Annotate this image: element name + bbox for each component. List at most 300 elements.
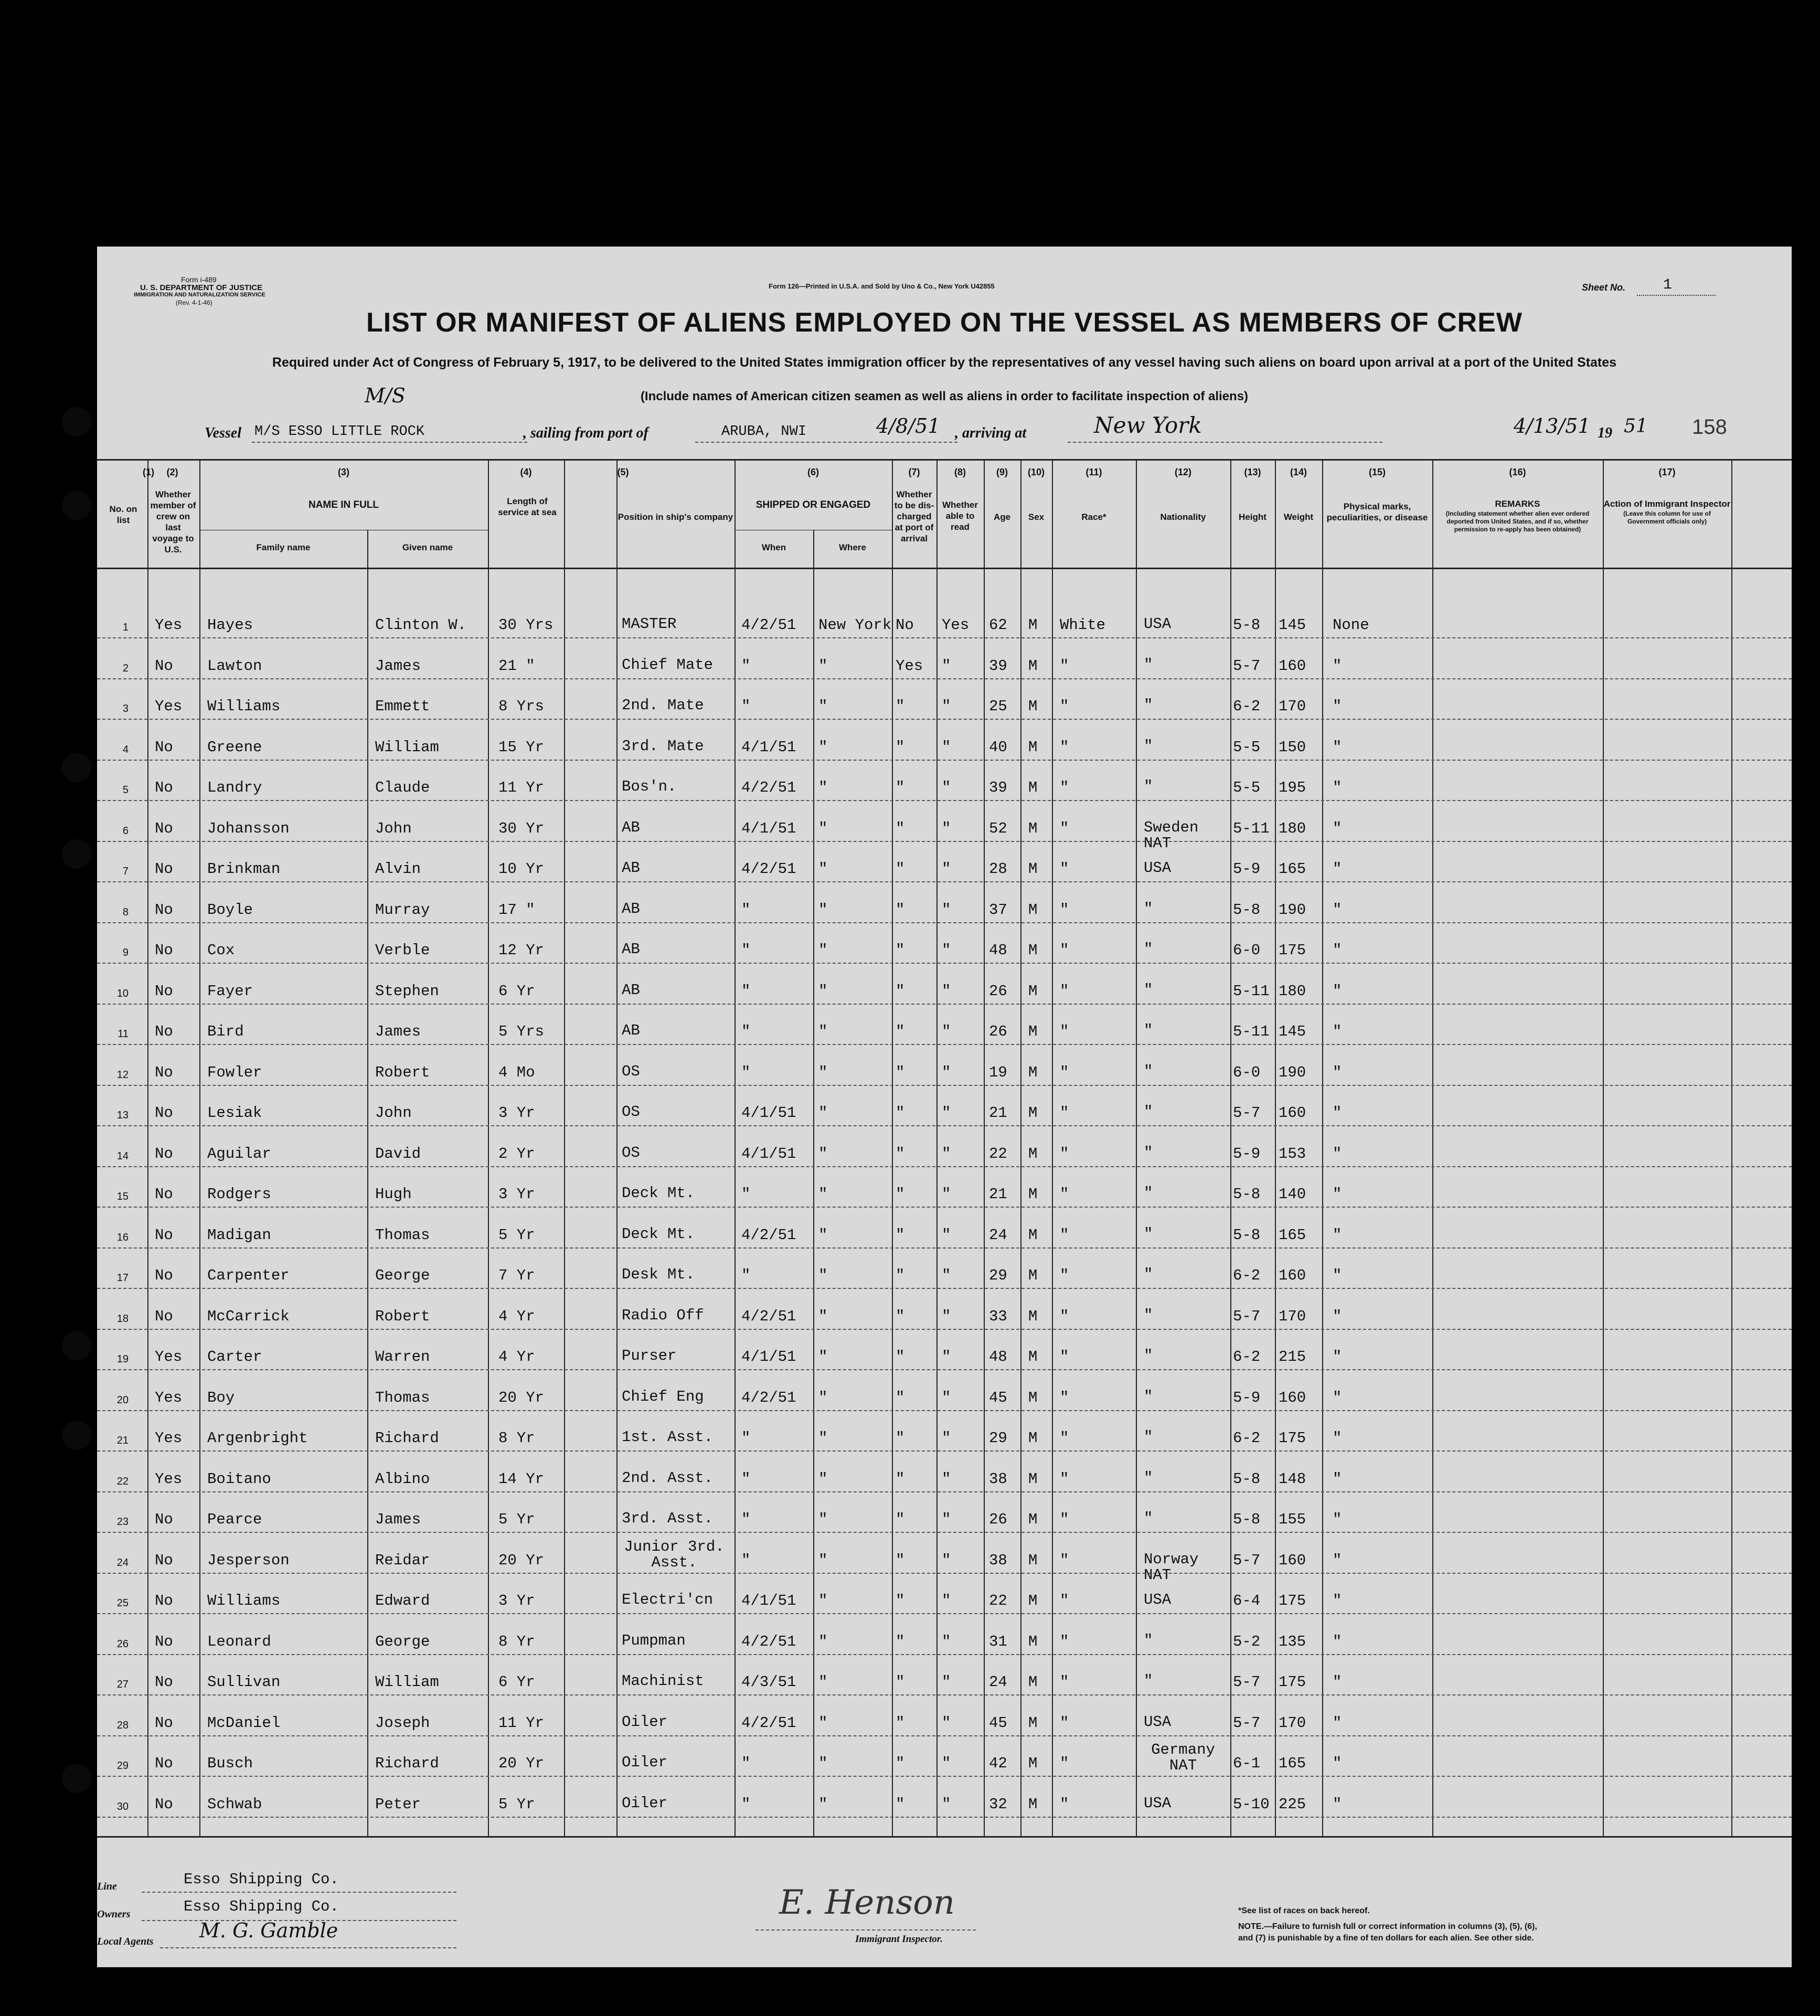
- column-rule: [892, 459, 893, 1836]
- weight-cell: 160: [1279, 1104, 1306, 1122]
- given-name-cell: Verble: [375, 942, 430, 959]
- sex-cell: M: [1028, 1104, 1038, 1122]
- prev-voyage-cell: No: [155, 1714, 173, 1732]
- row-number: 21: [116, 1435, 129, 1446]
- shipped-when-cell: 4/1/51: [741, 1592, 796, 1609]
- age-cell: 19: [989, 1063, 1007, 1081]
- age-cell: 42: [989, 1755, 1007, 1772]
- weight-cell: 155: [1279, 1511, 1306, 1528]
- shipped-where-cell: ": [818, 1673, 828, 1691]
- position-cell: 3rd. Mate: [622, 737, 704, 755]
- prev-voyage-cell: No: [155, 738, 173, 756]
- shipped-where-cell: ": [818, 1755, 828, 1772]
- shipped-when-cell: 4/1/51: [741, 1348, 796, 1366]
- punch-hole: [62, 490, 91, 520]
- prev-voyage-cell: No: [155, 779, 173, 796]
- race-cell: ": [1060, 1673, 1069, 1691]
- height-cell: 5-7: [1233, 1104, 1261, 1122]
- race-cell: ": [1060, 1186, 1069, 1203]
- age-cell: 25: [989, 698, 1007, 715]
- weight-cell: 148: [1279, 1470, 1306, 1488]
- discharged-cell: ": [896, 1592, 905, 1609]
- family-name-cell: Boy: [207, 1389, 235, 1406]
- shipped-when-cell: 4/3/51: [741, 1673, 796, 1691]
- height-cell: 5-7: [1233, 1307, 1261, 1325]
- weight-cell: 170: [1279, 1714, 1306, 1732]
- family-name-cell: Boitano: [207, 1470, 271, 1488]
- age-cell: 62: [989, 616, 1007, 634]
- col-header-age: Age: [993, 512, 1011, 522]
- col-header-remarks-note: (Including statement whether alien ever ordered deported from United States, and if so, whether permission to re-apply has been obtained): [1445, 510, 1590, 533]
- height-cell: 5-11: [1233, 982, 1270, 1000]
- service-cell: 15 Yr: [498, 738, 545, 756]
- row-number: 19: [116, 1353, 129, 1365]
- col-header-read: Whether able to read: [942, 500, 978, 532]
- height-cell: 5-9: [1233, 1389, 1261, 1406]
- shipped-where-cell: ": [818, 1267, 828, 1284]
- family-name-cell: Cox: [207, 942, 235, 959]
- given-name-cell: Joseph: [375, 1714, 430, 1732]
- position-cell: Radio Off: [622, 1306, 704, 1324]
- sex-cell: M: [1028, 657, 1038, 675]
- discharged-cell: ": [896, 1186, 905, 1203]
- race-cell: ": [1060, 657, 1069, 675]
- height-cell: 5-7: [1233, 1714, 1261, 1732]
- col-num: (9): [996, 467, 1008, 477]
- col-header-shipped: SHIPPED OR ENGAGED: [755, 499, 871, 510]
- owners-label: Owners: [97, 1908, 131, 1920]
- form-revision: (Rev. 4-1-46): [176, 299, 212, 306]
- sex-cell: M: [1028, 1023, 1038, 1040]
- row-number: 24: [116, 1556, 129, 1569]
- height-cell: 5-8: [1233, 1186, 1261, 1203]
- table-bottom: [97, 1836, 1792, 1838]
- service-cell: 20 Yr: [498, 1755, 545, 1772]
- shipped-where-cell: ": [818, 982, 828, 1000]
- row-number: 5: [122, 784, 129, 796]
- marks-cell: ": [1333, 1673, 1342, 1691]
- col-num: (4): [520, 467, 532, 477]
- age-cell: 32: [989, 1795, 1007, 1813]
- position-cell: AB: [622, 981, 640, 999]
- penalty-note: NOTE.—Failure to furnish full or correct information in columns (3), (5), (6), and (7) is punishable by a fine of ten dollars for each alien. See other side.: [1238, 1922, 1537, 1943]
- discharged-cell: ": [896, 1511, 905, 1528]
- shipped-when-cell: ": [741, 1023, 751, 1040]
- agents-label: Local Agents: [97, 1936, 154, 1947]
- discharged-cell: ": [896, 860, 905, 878]
- age-cell: 45: [989, 1389, 1007, 1406]
- position-cell: OS: [622, 1062, 640, 1080]
- sex-cell: M: [1028, 1795, 1038, 1813]
- age-cell: 31: [989, 1633, 1007, 1650]
- weight-cell: 190: [1279, 1063, 1306, 1081]
- prev-voyage-cell: Yes: [155, 1348, 183, 1366]
- age-cell: 29: [989, 1430, 1007, 1447]
- row-number: 4: [122, 743, 129, 755]
- position-cell: OS: [622, 1103, 640, 1121]
- marks-cell: ": [1333, 1551, 1342, 1569]
- row-rule: [97, 1776, 1792, 1777]
- column-rule: [1052, 459, 1053, 1836]
- col-num: (11): [1085, 467, 1102, 477]
- height-cell: 5-8: [1233, 1470, 1261, 1488]
- shipped-where-cell: ": [818, 657, 828, 675]
- shipped-when-cell: ": [741, 1267, 751, 1284]
- nationality-cell: USA: [1144, 859, 1172, 877]
- column-rule: [1230, 459, 1231, 1836]
- position-cell: Chief Eng: [622, 1388, 704, 1405]
- age-cell: 26: [989, 982, 1007, 1000]
- nationality-cell: ": [1144, 1306, 1153, 1324]
- sex-cell: M: [1028, 1307, 1038, 1325]
- discharged-cell: ": [896, 779, 905, 796]
- marks-cell: ": [1333, 1389, 1342, 1406]
- shipped-where-cell: ": [818, 1592, 828, 1609]
- weight-cell: 160: [1279, 1267, 1306, 1284]
- prev-voyage-cell: No: [155, 1633, 173, 1650]
- family-name-cell: Boyle: [207, 901, 253, 919]
- marks-cell: ": [1333, 1023, 1342, 1040]
- shipped-where-cell: ": [818, 1714, 828, 1732]
- row-rule: [97, 1694, 1792, 1695]
- age-cell: 21: [989, 1186, 1007, 1203]
- line-label: Line: [97, 1881, 117, 1892]
- able-to-read-cell: ": [942, 1755, 951, 1772]
- height-cell: 6-2: [1233, 698, 1261, 715]
- service-cell: 8 Yr: [498, 1633, 535, 1650]
- nationality-cell: ": [1144, 1672, 1153, 1690]
- position-cell: Bos'n.: [622, 778, 677, 795]
- height-cell: 5-8: [1233, 901, 1261, 919]
- marks-cell: ": [1333, 1307, 1342, 1325]
- nationality-cell: ": [1144, 941, 1153, 958]
- marks-cell: ": [1333, 1592, 1342, 1609]
- family-name-cell: Johansson: [207, 819, 290, 837]
- discharged-cell: ": [896, 1714, 905, 1732]
- prev-voyage-cell: No: [155, 1755, 173, 1772]
- able-to-read-cell: ": [942, 1470, 951, 1488]
- height-cell: 5-9: [1233, 1145, 1261, 1162]
- marks-cell: ": [1333, 779, 1342, 796]
- row-number: 8: [122, 906, 129, 918]
- row-rule: [97, 1207, 1792, 1208]
- table-top: [97, 459, 1792, 461]
- inspector-underline: [755, 1929, 976, 1930]
- able-to-read-cell: ": [942, 819, 951, 837]
- prev-voyage-cell: No: [155, 1226, 173, 1244]
- age-cell: 38: [989, 1470, 1007, 1488]
- sex-cell: M: [1028, 1063, 1038, 1081]
- sex-cell: M: [1028, 1226, 1038, 1244]
- age-cell: 37: [989, 901, 1007, 919]
- race-cell: ": [1060, 1104, 1069, 1122]
- family-name-cell: Landry: [207, 779, 262, 796]
- height-cell: 6-0: [1233, 942, 1261, 959]
- row-rule: [97, 1369, 1792, 1370]
- marks-cell: ": [1333, 1755, 1342, 1772]
- able-to-read-cell: ": [942, 1063, 951, 1081]
- shipped-where-cell: ": [818, 1104, 828, 1122]
- nationality-cell: ": [1144, 656, 1153, 674]
- nationality-cell: ": [1144, 737, 1153, 755]
- punch-hole: [62, 753, 91, 782]
- given-name-cell: Reidar: [375, 1551, 430, 1569]
- given-name-cell: David: [375, 1145, 421, 1162]
- nationality-cell: ": [1144, 1144, 1153, 1161]
- given-name-cell: William: [375, 1673, 439, 1691]
- service-cell: 14 Yr: [498, 1470, 545, 1488]
- race-cell: ": [1060, 1633, 1069, 1650]
- discharged-cell: ": [896, 1430, 905, 1447]
- shipped-when-cell: 4/1/51: [741, 1145, 796, 1162]
- family-name-cell: Rodgers: [207, 1186, 271, 1203]
- race-cell: ": [1060, 819, 1069, 837]
- nationality-cell: ": [1144, 900, 1153, 918]
- able-to-read-cell: ": [942, 1186, 951, 1203]
- race-cell: ": [1060, 1348, 1069, 1366]
- col-header-prev-voyage: Whether member of crew on last voyage to U.S.: [150, 489, 196, 554]
- col-header-name: NAME IN FULL: [308, 499, 379, 510]
- prev-voyage-cell: No: [155, 901, 173, 919]
- position-cell: Pumpman: [622, 1631, 686, 1649]
- sex-cell: M: [1028, 1348, 1038, 1366]
- col-num: (17): [1658, 467, 1676, 477]
- row-rule: [97, 1450, 1792, 1452]
- line-underline: [142, 1892, 456, 1893]
- able-to-read-cell: ": [942, 1389, 951, 1406]
- row-number: 7: [122, 866, 129, 877]
- able-to-read-cell: ": [942, 1145, 951, 1162]
- shipped-when-cell: ": [741, 942, 751, 959]
- discharged-cell: ": [896, 1551, 905, 1569]
- sex-cell: M: [1028, 1551, 1038, 1569]
- nationality-cell: ": [1144, 1103, 1153, 1121]
- sex-cell: M: [1028, 1511, 1038, 1528]
- col-header-remarks: REMARKS: [1495, 499, 1540, 509]
- shipped-when-cell: ": [741, 1470, 751, 1488]
- height-cell: 5-10: [1233, 1795, 1270, 1813]
- position-cell: 2nd. Asst.: [622, 1469, 714, 1487]
- nationality-cell: USA: [1144, 1713, 1172, 1731]
- family-name-cell: Brinkman: [207, 860, 281, 878]
- sex-cell: M: [1028, 1714, 1038, 1732]
- position-cell: Oiler: [622, 1713, 668, 1731]
- height-cell: 6-1: [1233, 1755, 1261, 1772]
- weight-cell: 180: [1279, 819, 1306, 837]
- able-to-read-cell: ": [942, 982, 951, 1000]
- height-cell: 6-0: [1233, 1063, 1261, 1081]
- able-to-read-cell: ": [942, 942, 951, 959]
- race-cell: ": [1060, 1430, 1069, 1447]
- able-to-read-cell: ": [942, 1023, 951, 1040]
- able-to-read-cell: ": [942, 1348, 951, 1366]
- prev-voyage-cell: No: [155, 1145, 173, 1162]
- shipped-where-cell: ": [818, 860, 828, 878]
- family-name-cell: Hayes: [207, 616, 253, 634]
- column-rule: [1731, 459, 1732, 1836]
- nationality-cell: ": [1144, 1631, 1153, 1649]
- weight-cell: 175: [1279, 1673, 1306, 1691]
- marks-cell: ": [1333, 1348, 1342, 1366]
- race-cell: ": [1060, 1063, 1069, 1081]
- shipped-where-cell: ": [818, 779, 828, 796]
- service-cell: 6 Yr: [498, 1673, 535, 1691]
- marks-cell: ": [1333, 819, 1342, 837]
- race-cell: ": [1060, 982, 1069, 1000]
- row-number: 30: [116, 1800, 129, 1812]
- weight-cell: 140: [1279, 1186, 1306, 1203]
- service-cell: 6 Yr: [498, 982, 535, 1000]
- col-header-sex: Sex: [1028, 512, 1045, 522]
- given-name-cell: Peter: [375, 1795, 421, 1813]
- manifest-subtitle: Required under Act of Congress of February 5, 1917, to be delivered to the United States immigration officer by the representatives of any vessel having such aliens on board upon arrival at a port of the United States: [272, 355, 1617, 370]
- given-name-cell: Alvin: [375, 860, 421, 878]
- inspector-signature: E. Henson: [779, 1883, 955, 1922]
- shipped-where-cell: ": [818, 942, 828, 959]
- service-cell: 20 Yr: [498, 1389, 545, 1406]
- arriving-label: , arriving at: [955, 425, 1027, 441]
- height-cell: 5-8: [1233, 1226, 1261, 1244]
- position-cell: MASTER: [622, 615, 677, 633]
- prev-voyage-cell: Yes: [155, 1430, 183, 1447]
- shipped-where-cell: ": [818, 698, 828, 715]
- sex-cell: M: [1028, 1430, 1038, 1447]
- prev-voyage-cell: No: [155, 1511, 173, 1528]
- race-cell: ": [1060, 698, 1069, 715]
- shipped-where-cell: ": [818, 819, 828, 837]
- row-rule: [97, 719, 1792, 720]
- weight-cell: 165: [1279, 860, 1306, 878]
- sex-cell: M: [1028, 819, 1038, 837]
- shipped-where-cell: ": [818, 738, 828, 756]
- service-cell: 8 Yrs: [498, 698, 545, 715]
- col-header-marks: Physical marks, peculiarities, or disease: [1326, 502, 1428, 522]
- row-number: 17: [116, 1272, 129, 1284]
- race-cell: ": [1060, 1551, 1069, 1569]
- shipped-when-cell: 4/2/51: [741, 860, 796, 878]
- shipped-when-cell: ": [741, 1186, 751, 1203]
- age-cell: 38: [989, 1551, 1007, 1569]
- discharged-cell: ": [896, 1226, 905, 1244]
- position-cell: AB: [622, 818, 640, 836]
- family-name-cell: Madigan: [207, 1226, 271, 1244]
- row-number: 6: [122, 825, 129, 837]
- sex-cell: M: [1028, 1633, 1038, 1650]
- discharged-cell: ": [896, 901, 905, 919]
- col-header-family: Family name: [256, 542, 311, 552]
- given-name-cell: Warren: [375, 1348, 430, 1366]
- line-value: Esso Shipping Co.: [184, 1871, 339, 1888]
- given-name-cell: Emmett: [375, 698, 430, 715]
- race-cell: ": [1060, 1145, 1069, 1162]
- marks-cell: ": [1333, 982, 1342, 1000]
- height-cell: 5-7: [1233, 1551, 1261, 1569]
- able-to-read-cell: ": [942, 1795, 951, 1813]
- agents-value: M. G. Gamble: [199, 1919, 338, 1942]
- shipped-where-cell: ": [818, 1063, 828, 1081]
- row-number: 10: [116, 987, 129, 999]
- given-name-cell: James: [375, 1023, 421, 1040]
- prev-voyage-cell: No: [155, 1063, 173, 1081]
- shipped-when-cell: 4/2/51: [741, 1714, 796, 1732]
- family-name-cell: Fowler: [207, 1063, 262, 1081]
- shipped-where-cell: ": [818, 1307, 828, 1325]
- discharged-cell: ": [896, 1673, 905, 1691]
- given-name-cell: Richard: [375, 1755, 439, 1772]
- discharged-cell: No: [896, 616, 914, 634]
- shipped-when-cell: 4/1/51: [741, 738, 796, 756]
- sex-cell: M: [1028, 616, 1038, 634]
- shipped-when-cell: 4/2/51: [741, 1307, 796, 1325]
- punch-hole: [62, 1331, 91, 1360]
- row-rule: [97, 841, 1792, 842]
- row-rule: [97, 678, 1792, 679]
- marks-cell: ": [1333, 1511, 1342, 1528]
- nationality-cell: Germany NAT: [1151, 1741, 1215, 1774]
- height-cell: 5-11: [1233, 819, 1270, 837]
- row-rule: [97, 1288, 1792, 1289]
- row-rule: [97, 1817, 1792, 1818]
- marks-cell: ": [1333, 860, 1342, 878]
- row-number: 28: [116, 1719, 129, 1731]
- column-rule: [367, 530, 368, 1836]
- nationality-cell: Sweden NAT: [1144, 818, 1199, 852]
- marks-cell: ": [1333, 1633, 1342, 1650]
- row-rule: [97, 1491, 1792, 1492]
- given-name-cell: John: [375, 819, 412, 837]
- shipped-when-cell: ": [741, 657, 751, 675]
- prev-voyage-cell: Yes: [155, 698, 183, 715]
- age-cell: 24: [989, 1226, 1007, 1244]
- able-to-read-cell: ": [942, 1714, 951, 1732]
- nationality-cell: ": [1144, 1347, 1153, 1364]
- given-name-cell: James: [375, 657, 421, 675]
- shipped-where-cell: ": [818, 1551, 828, 1569]
- col-header-no: No. on list: [109, 504, 137, 525]
- shipped-where-cell: ": [818, 1511, 828, 1528]
- position-cell: Oiler: [622, 1754, 668, 1771]
- nationality-cell: ": [1144, 1062, 1153, 1080]
- able-to-read-cell: ": [942, 738, 951, 756]
- age-cell: 26: [989, 1023, 1007, 1040]
- nationality-cell: ": [1144, 1388, 1153, 1405]
- given-name-cell: Thomas: [375, 1389, 430, 1406]
- col-num: (14): [1290, 467, 1307, 477]
- row-rule: [97, 1329, 1792, 1330]
- prev-voyage-cell: No: [155, 1023, 173, 1040]
- position-cell: 1st. Asst.: [622, 1428, 714, 1446]
- given-name-cell: Robert: [375, 1063, 430, 1081]
- shipped-when-cell: ": [741, 982, 751, 1000]
- marks-cell: ": [1333, 1795, 1342, 1813]
- row-number: 26: [116, 1638, 129, 1650]
- nationality-cell: ": [1144, 1266, 1153, 1283]
- able-to-read-cell: ": [942, 1673, 951, 1691]
- race-cell: ": [1060, 1755, 1069, 1772]
- arrive-date: 4/13/51: [1514, 414, 1591, 438]
- able-to-read-cell: ": [942, 901, 951, 919]
- weight-cell: 153: [1279, 1145, 1306, 1162]
- prev-voyage-cell: No: [155, 1592, 173, 1609]
- column-rule: [735, 459, 736, 1836]
- family-name-cell: Sullivan: [207, 1673, 281, 1691]
- service-cell: 11 Yr: [498, 1714, 545, 1732]
- row-rule: [97, 1044, 1792, 1045]
- shipped-when-cell: ": [741, 1511, 751, 1528]
- family-name-cell: McCarrick: [207, 1307, 290, 1325]
- row-number: 2: [122, 662, 129, 674]
- able-to-read-cell: ": [942, 657, 951, 675]
